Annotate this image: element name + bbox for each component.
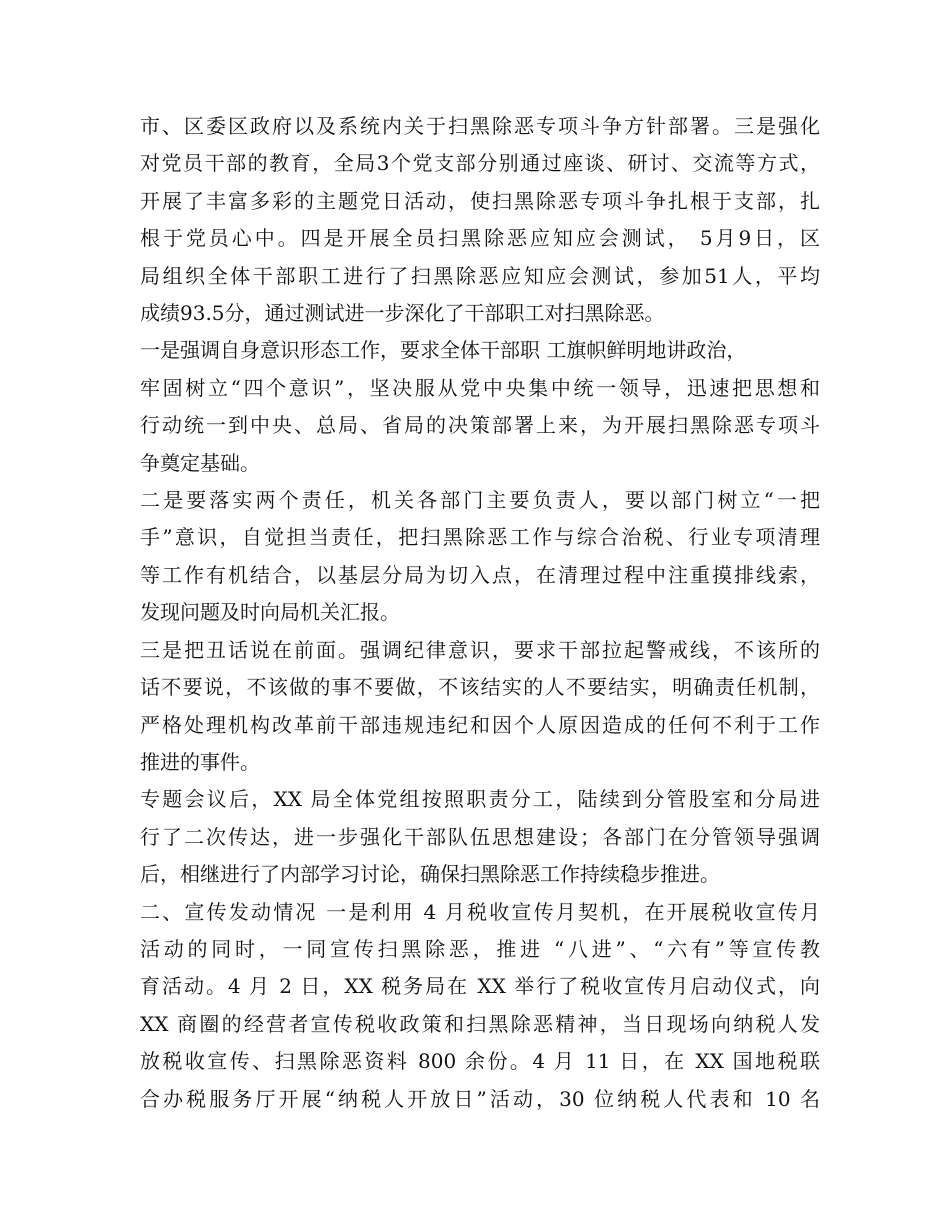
text-line: 后，相继进行了内部学习讨论，确保扫黑除恶工作持续稳步推进。 xyxy=(140,862,720,887)
text-line: 行动统一到中央、总局、省局的决策部署上来，为开展扫黑除恶专项斗 xyxy=(140,413,820,438)
text-line: 争奠定基础。 xyxy=(140,450,260,475)
text-line: 牢固树立“四个意识”，坚决服从党中央集中统一领导，迅速把思想和 xyxy=(140,375,820,400)
text-line: 根于党员心中。四是开展全员扫黑除恶应知应会测试， 5月9日，区 xyxy=(140,226,820,251)
text-line: 活动的同时，一同宣传扫黑除恶，推进 “八进”、“六有”等宣传教 xyxy=(140,936,820,961)
text-line: 一是强调自身意识形态工作，要求全体干部职 工旗帜鲜明地讲政治， xyxy=(140,338,747,363)
text-line: 话不要说，不该做的事不要做，不该结实的人不要结实，明确责任机制， xyxy=(140,675,820,700)
text-line: 专题会议后，XX 局全体党组按照职责分工，陆续到分管股室和分局进 xyxy=(140,787,820,812)
text-line: 严格处理机构改革前干部违规违纪和因个人原因造成的任何不利于工作 xyxy=(140,712,820,737)
text-line: 等工作有机结合，以基层分局为切入点，在清理过程中注重摸排线索， xyxy=(140,562,820,587)
text-line: 二是要落实两个责任，机关各部门主要负责人，要以部门树立“一把 xyxy=(140,488,820,513)
text-line: 三是把丑话说在前面。强调纪律意识，要求干部拉起警戒线，不该所的 xyxy=(140,637,820,662)
text-line: XX 商圈的经营者宣传税收政策和扫黑除恶精神，当日现场向纳税人发 xyxy=(140,1011,820,1036)
text-line: 成绩93.5分，通过测试进一步深化了干部职工对扫黑除恶。 xyxy=(140,301,665,326)
text-line: 发现问题及时向局机关汇报。 xyxy=(140,600,400,625)
text-line: 对党员干部的教育，全局3个党支部分别通过座谈、研讨、交流等方式， xyxy=(140,151,820,176)
text-line: 手”意识，自觉担当责任，把扫黑除恶工作与综合治税、行业专项清理 xyxy=(140,525,820,550)
text-line: 育活动。4 月 2 日，XX 税务局在 XX 举行了税收宣传月启动仪式，向 xyxy=(140,974,820,999)
text-line: 行了二次传达，进一步强化干部队伍思想建设；各部门在分管领导强调 xyxy=(140,824,820,849)
text-line: 合办税服务厅开展“纳税人开放日”活动，30 位纳税人代表和 10 名 xyxy=(140,1086,820,1111)
text-line: 开展了丰富多彩的主题党日活动，使扫黑除恶专项斗争扎根于支部，扎 xyxy=(140,188,820,213)
text-line: 局组织全体干部职工进行了扫黑除恶应知应会测试，参加51人，平均 xyxy=(140,263,820,288)
body-text xyxy=(140,108,820,1118)
text-line: 市、区委区政府以及系统内关于扫黑除恶专项斗争方针部署。三是强化 xyxy=(140,114,820,138)
text-line: 推进的事件。 xyxy=(140,749,260,774)
text-line: 二、宣传发动情况 一是利用 4 月税收宣传月契机，在开展税收宣传月 xyxy=(140,899,820,924)
text-line: 放税收宣传、扫黑除恶资料 800 余份。4 月 11 日，在 XX 国地税联 xyxy=(140,1049,820,1074)
